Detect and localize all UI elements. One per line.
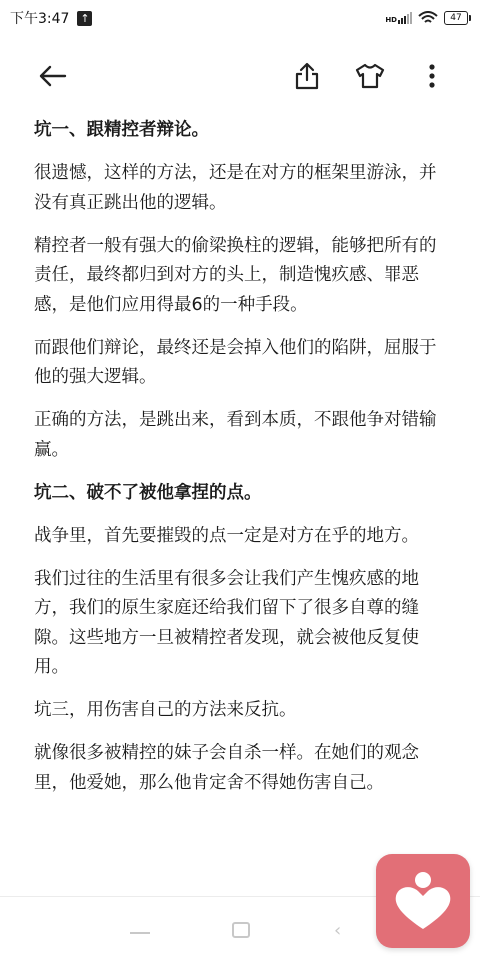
back-nav-icon[interactable]: ‹ [334,920,342,941]
more-vertical-icon [428,64,436,88]
paragraph: 我们过往的生活里有很多会让我们产生愧疚感的地方，我们的原生家庭还给我们留下了很多自尊的缝隙。这些地方一旦被精控者发现，就会被他反复使用。 [34,568,419,677]
paragraph: 精控者一般有强大的偷梁换柱的逻辑，能够把所有的责任，最终都归到对方的头上，制造愧疚感、罪恶感，是他们应用得最6的一种手段。 [34,235,437,315]
network-label: HD [385,16,397,24]
battery-indicator: 47 [444,11,468,25]
heart-icon [392,869,454,933]
upload-arrow-icon: ↑ [77,11,92,26]
outfit-button[interactable] [352,58,388,94]
share-button[interactable] [289,58,325,94]
paragraph: 很遗憾，这样的方法，还是在对方的框架里游泳，并没有真正跳出他的逻辑。 [34,163,437,213]
menu-nav-icon[interactable] [130,932,150,934]
paragraph: 战争里，首先要摧毁的点一定是对方在乎的地方。 [34,525,419,546]
signal-icon [385,12,412,24]
status-bar [0,0,480,36]
share-icon [294,62,320,90]
status-time: 下午3:47 [10,11,70,27]
paragraph: 坑三，用伤害自己的方法来反抗。 [34,700,297,720]
paragraph: 而跟他们辩论，最终还是会掉入他们的陷阱，屈服于他的强大逻辑。 [34,337,437,387]
back-button[interactable] [34,58,70,94]
article-toolbar [0,48,480,104]
heart-fab-button[interactable] [376,854,470,948]
home-nav-icon[interactable] [232,922,250,938]
wifi-icon [418,11,438,25]
article-body [34,116,446,812]
paragraph: 正确的方法，是跳出来，看到本质，不跟他争对错输赢。 [34,410,437,460]
section-heading-1: 坑一、跟精控者辩论。 [34,120,209,140]
tshirt-icon [355,63,385,89]
paragraph: 就像很多被精控的妹子会自杀一样。在她们的观念里，他爱她，那么他肯定舍不得她伤害自己。 [34,743,419,793]
arrow-left-icon [37,64,67,88]
section-heading-2: 坑二、破不了被他拿捏的点。 [34,482,262,503]
more-button[interactable] [414,58,450,94]
